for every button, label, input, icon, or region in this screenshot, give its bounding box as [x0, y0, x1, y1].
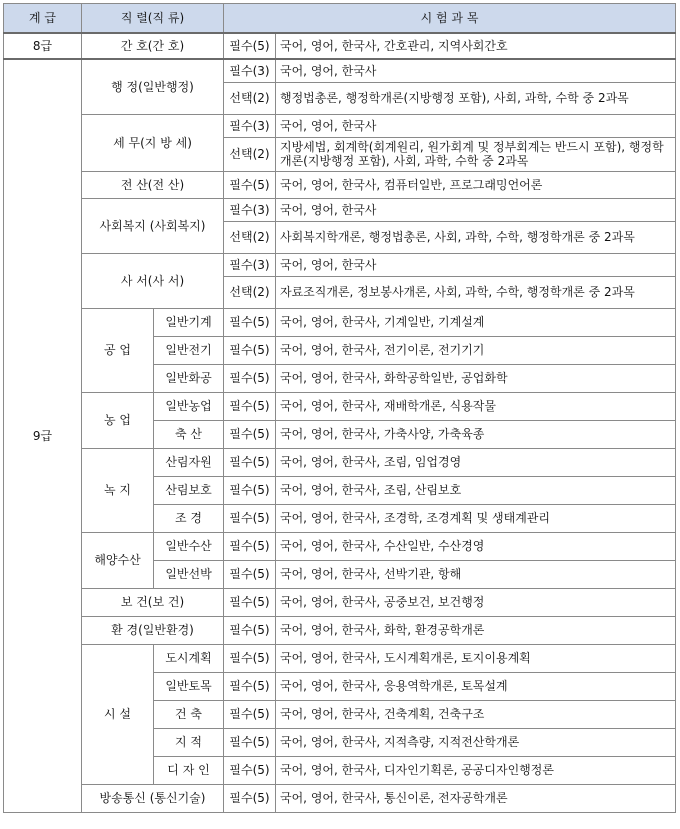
type-cell: 선택(2) [224, 276, 276, 308]
table-row [4, 33, 676, 59]
exam-subjects-table [3, 3, 676, 813]
type-cell: 필수(5) [224, 756, 276, 784]
type-cell: 필수(5) [224, 700, 276, 728]
subjects-cell: 국어, 영어, 한국사, 전기이론, 전기기기 [276, 336, 676, 364]
type-cell: 필수(5) [224, 476, 276, 504]
subjects-cell: 국어, 영어, 한국사, 재배학개론, 식용작물 [276, 392, 676, 420]
table-row [4, 616, 676, 644]
table-header-row [4, 4, 676, 34]
type-cell: 필수(5) [224, 728, 276, 756]
subseries-cell: 일반전기 [154, 336, 224, 364]
table-row [4, 253, 676, 276]
series-cell: 간 호(간 호) [82, 33, 224, 59]
subjects-cell: 국어, 영어, 한국사, 공중보건, 보건행정 [276, 588, 676, 616]
subjects-cell: 국어, 영어, 한국사, 화학, 환경공학개론 [276, 616, 676, 644]
grade-cell: 9급 [4, 59, 82, 812]
subjects-cell: 사회복지학개론, 행정법총론, 사회, 과학, 수학, 행정학개론 중 2과목 [276, 221, 676, 253]
type-cell: 필수(5) [224, 336, 276, 364]
series-cell: 농 업 [82, 392, 154, 448]
subjects-cell: 국어, 영어, 한국사 [276, 198, 676, 221]
subjects-cell: 국어, 영어, 한국사, 건축계획, 건축구조 [276, 700, 676, 728]
subseries-cell: 산림자원 [154, 448, 224, 476]
table-row [4, 784, 676, 812]
subseries-cell: 건 축 [154, 700, 224, 728]
subseries-cell: 디 자 인 [154, 756, 224, 784]
type-cell: 필수(5) [224, 392, 276, 420]
series-cell: 해양수산 [82, 532, 154, 588]
subjects-cell: 국어, 영어, 한국사 [276, 59, 676, 82]
subjects-cell: 자료조직개론, 정보봉사개론, 사회, 과학, 수학, 행정학개론 중 2과목 [276, 276, 676, 308]
type-cell: 선택(2) [224, 82, 276, 114]
table-row [4, 114, 676, 137]
subjects-cell: 행정법총론, 행정학개론(지방행정 포함), 사회, 과학, 수학 중 2과목 [276, 82, 676, 114]
subjects-cell: 국어, 영어, 한국사 [276, 253, 676, 276]
table-row [4, 644, 676, 672]
subjects-cell: 국어, 영어, 한국사, 컴퓨터일반, 프로그래밍언어론 [276, 171, 676, 198]
series-cell: 녹 지 [82, 448, 154, 532]
type-cell: 필수(5) [224, 504, 276, 532]
series-cell: 환 경(일반환경) [82, 616, 224, 644]
subjects-cell: 국어, 영어, 한국사, 지적측량, 지적전산학개론 [276, 728, 676, 756]
subjects-cell: 국어, 영어, 한국사, 응용역학개론, 토목설계 [276, 672, 676, 700]
type-cell: 필수(5) [224, 308, 276, 336]
type-cell: 필수(5) [224, 532, 276, 560]
subjects-cell: 국어, 영어, 한국사, 기계일반, 기계설계 [276, 308, 676, 336]
type-cell: 필수(5) [224, 588, 276, 616]
type-cell: 필수(3) [224, 59, 276, 82]
subseries-cell: 산림보호 [154, 476, 224, 504]
subjects-cell: 국어, 영어, 한국사, 통신이론, 전자공학개론 [276, 784, 676, 812]
type-cell: 선택(2) [224, 221, 276, 253]
type-cell: 필수(5) [224, 672, 276, 700]
series-cell: 행 정(일반행정) [82, 59, 224, 114]
table-row [4, 59, 676, 82]
table-row [4, 198, 676, 221]
subseries-cell: 일반기계 [154, 308, 224, 336]
header-grade: 계 급 [4, 4, 82, 34]
subjects-cell: 지방세법, 회계학(회계원리, 원가회계 및 정부회계는 반드시 포함), 행정학개론(지방행정 포함), 사회, 과학, 수학 중 2과목 [276, 137, 676, 171]
type-cell: 필수(3) [224, 198, 276, 221]
subjects-cell: 국어, 영어, 한국사, 수산일반, 수산경영 [276, 532, 676, 560]
table-row [4, 171, 676, 198]
type-cell: 필수(5) [224, 616, 276, 644]
subseries-cell: 일반선박 [154, 560, 224, 588]
table-row [4, 392, 676, 420]
type-cell: 필수(5) [224, 364, 276, 392]
series-cell: 시 설 [82, 644, 154, 784]
table-row [4, 532, 676, 560]
series-cell: 전 산(전 산) [82, 171, 224, 198]
type-cell: 필수(5) [224, 171, 276, 198]
type-cell: 선택(2) [224, 137, 276, 171]
subseries-cell: 일반토목 [154, 672, 224, 700]
type-cell: 필수(5) [224, 420, 276, 448]
table-row [4, 308, 676, 336]
type-cell: 필수(5) [224, 784, 276, 812]
type-cell: 필수(3) [224, 114, 276, 137]
subjects-cell: 국어, 영어, 한국사, 조림, 산림보호 [276, 476, 676, 504]
subjects-cell: 국어, 영어, 한국사, 선박기관, 항해 [276, 560, 676, 588]
subseries-cell: 도시계획 [154, 644, 224, 672]
subseries-cell: 조 경 [154, 504, 224, 532]
type-cell: 필수(3) [224, 253, 276, 276]
table-row [4, 588, 676, 616]
subjects-cell: 국어, 영어, 한국사, 가축사양, 가축육종 [276, 420, 676, 448]
series-cell: 세 무(지 방 세) [82, 114, 224, 171]
type-cell: 필수(5) [224, 644, 276, 672]
subjects-cell: 국어, 영어, 한국사, 도시계획개론, 토지이용계획 [276, 644, 676, 672]
series-cell: 공 업 [82, 308, 154, 392]
subjects-cell: 국어, 영어, 한국사, 조경학, 조경계획 및 생태계관리 [276, 504, 676, 532]
subjects-cell: 국어, 영어, 한국사 [276, 114, 676, 137]
subjects-cell: 국어, 영어, 한국사, 간호관리, 지역사회간호 [276, 33, 676, 59]
grade-cell: 8급 [4, 33, 82, 59]
subjects-cell: 국어, 영어, 한국사, 조림, 임업경영 [276, 448, 676, 476]
header-subjects: 시 험 과 목 [224, 4, 676, 34]
header-series: 직 렬(직 류) [82, 4, 224, 34]
subjects-cell: 국어, 영어, 한국사, 디자인기획론, 공공디자인행정론 [276, 756, 676, 784]
series-cell: 사회복지 (사회복지) [82, 198, 224, 253]
subjects-cell: 국어, 영어, 한국사, 화학공학일반, 공업화학 [276, 364, 676, 392]
subseries-cell: 일반화공 [154, 364, 224, 392]
type-cell: 필수(5) [224, 448, 276, 476]
subseries-cell: 지 적 [154, 728, 224, 756]
series-cell: 방송통신 (통신기술) [82, 784, 224, 812]
subseries-cell: 일반수산 [154, 532, 224, 560]
subseries-cell: 일반농업 [154, 392, 224, 420]
type-cell: 필수(5) [224, 33, 276, 59]
type-cell: 필수(5) [224, 560, 276, 588]
series-cell: 사 서(사 서) [82, 253, 224, 308]
subseries-cell: 축 산 [154, 420, 224, 448]
series-cell: 보 건(보 건) [82, 588, 224, 616]
table-row [4, 448, 676, 476]
